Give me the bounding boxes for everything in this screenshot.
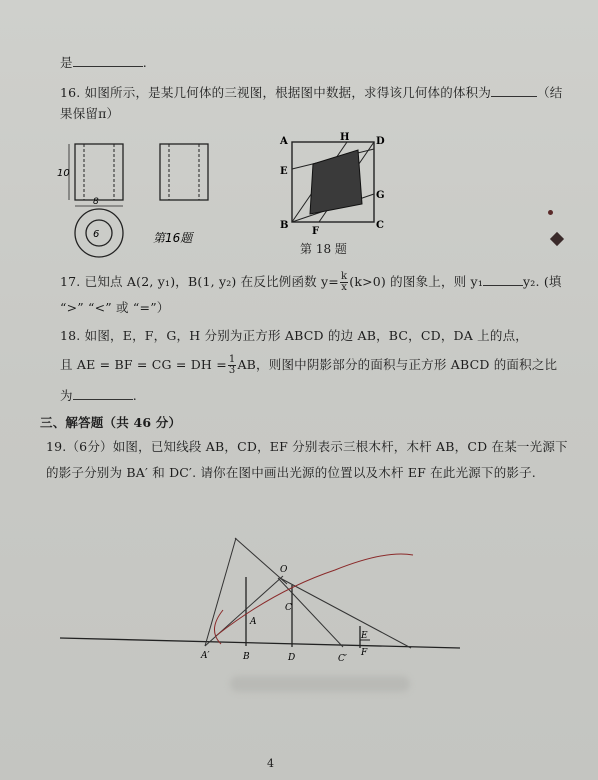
q17-line1 [60,272,562,293]
q16-line2: 果保留π） [60,106,120,121]
q19-ray-line-e [280,578,411,648]
q18-text-b: AB，则图中阴影部分的面积与正方形 ABCD 的面积之比 [237,357,558,372]
q17-answer-blank [483,275,523,286]
q18-line3 [60,386,137,404]
q18-label-e: E [280,166,288,177]
q16-dim-height: 10 [57,168,70,179]
q18-frac-den: 3 [228,365,236,376]
q18-line1: 18. 如图，E，F，G，H 分别为正方形 ABCD 的边 AB，BC，CD，DA 上的点， [60,328,528,343]
ink-mark [550,232,564,246]
q17-text-b: (k>0) 的图象上，则 y₁ [349,274,484,289]
q17-line2: “>” “<” 或 “=”） [60,300,170,315]
smudge-mark [230,676,410,692]
page-number: 4 [267,757,275,770]
q19-label-e: E [361,631,368,641]
prev-answer-suffix: . [142,55,147,70]
q16-line1 [60,83,562,101]
q18-fraction [228,355,237,376]
q19-ray-line-a [205,538,236,646]
q16-handwritten-label: 第16题 [153,231,193,245]
q18-text-d: . [132,388,137,403]
q18-text-a: 且 AE = BF = CG = DH = [60,357,227,372]
q16-answer-blank [491,86,537,97]
prev-answer-prefix: 是 [60,55,73,70]
q17-frac-den: x [341,282,348,293]
q19-shadow-figure [55,530,485,670]
q16-text: 16. 如图所示，是某几何体的三视图，根据图中数据，求得该几何体的体积为 [60,85,492,100]
ink-dot [548,210,553,215]
q19-label-c: C [285,603,292,613]
q18-label-c: C [376,220,384,231]
q18-label-d: D [376,136,385,147]
q19-handwritten-curve [214,554,413,644]
q18-shaded-region [310,150,362,214]
q18-label-g: G [376,190,385,201]
q19-label-b: B [243,652,250,662]
q16-dim-inner: 6 [93,229,100,240]
q17-text-a: 17. 已知点 A(2, y₁)，B(1, y₂) 在反比例函数 y= [60,274,339,289]
q18-figure-caption: 第 18 题 [300,242,347,256]
q18-label-f: F [312,226,320,237]
q19-ray-line-light [205,576,283,646]
q18-square-figure [278,128,388,238]
q17-frac-num: k [340,271,348,282]
q18-line2 [60,355,557,376]
q17-text-c: y₂. (填 [523,274,562,289]
q17-fraction [340,272,348,293]
q19-ray-line-top [235,538,287,584]
prev-answer-line [60,53,147,71]
q19-label-c-prime: C′ [338,654,347,664]
prev-answer-blank [73,56,143,67]
q16-three-view-figure [55,130,230,260]
q16-text-cont: （结 [537,85,563,100]
q16-side-view [160,144,208,200]
q19-label-o: O [280,565,288,575]
q19-label-d: D [288,653,296,663]
q19-label-a: A [250,617,257,627]
q18-label-a: A [280,136,288,147]
q19-line1: 19.（6分）如图，已知线段 AB，CD，EF 分别表示三根木杆，木杆 AB，CD 在某一光源下 [46,439,568,454]
q18-label-b: B [280,220,289,231]
q16-dim-width: 8 [93,197,99,207]
q18-answer-blank [73,389,133,400]
q18-frac-num: 1 [228,354,236,365]
q19-ground-line [60,638,460,648]
q18-text-c: 为 [60,388,73,403]
section3-title: 三、解答题（共 46 分） [40,415,182,430]
q19-line2: 的影子分别为 BA′ 和 DC′. 请你在图中画出光源的位置以及木杆 EF 在此光源下的影子. [46,465,536,480]
q18-label-h: H [340,132,350,143]
q19-label-f: F [361,648,368,658]
q16-front-view [75,144,123,200]
q19-label-a-prime: A′ [201,651,210,661]
